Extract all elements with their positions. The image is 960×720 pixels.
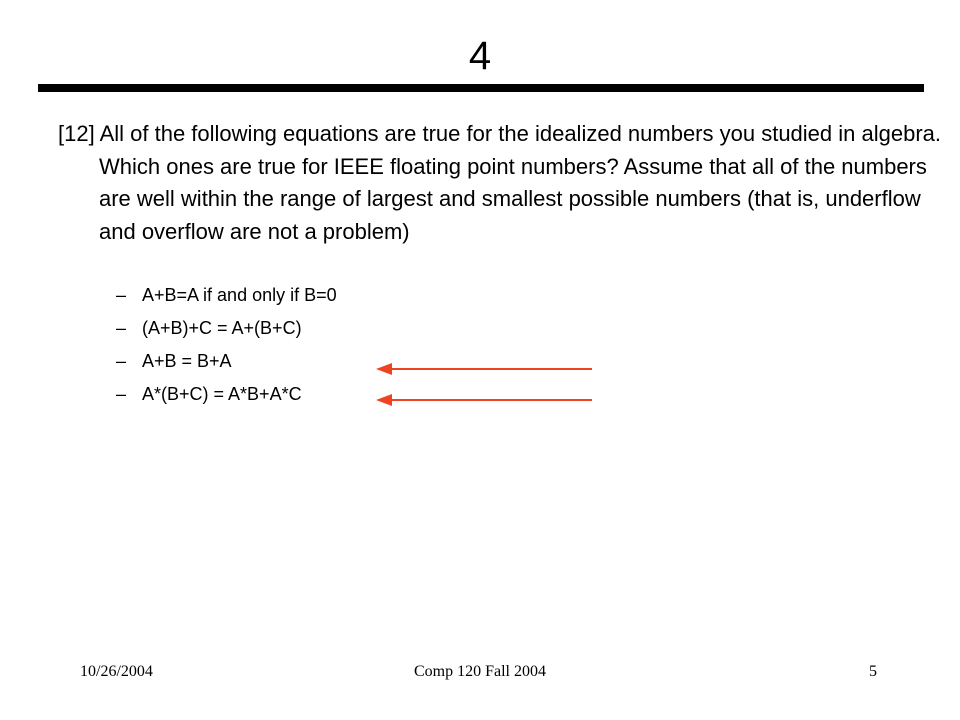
equation-text: A*(B+C) = A*B+A*C bbox=[142, 384, 302, 404]
equation-list bbox=[116, 284, 337, 416]
equation-item bbox=[116, 317, 337, 350]
bullet-dash: – bbox=[116, 351, 127, 371]
bullet-dash: – bbox=[116, 318, 127, 338]
footer-date: 10/26/2004 bbox=[80, 663, 153, 680]
equation-item bbox=[116, 350, 337, 383]
question-text: [12] All of the following equations are true for the idealized numbers you studied in algebra. Which ones are true for IEEE floating point numbers? Assume that all of the numbers are well within the range of largest and smallest possible numbers (that is, underflow and overflow are not a problem) bbox=[58, 121, 941, 244]
page-number: 5 bbox=[869, 663, 877, 680]
bullet-dash: – bbox=[116, 285, 127, 305]
equation-item bbox=[116, 383, 337, 416]
slide-title: 4 bbox=[468, 34, 492, 78]
arrow-left-icon bbox=[376, 394, 592, 406]
equation-item bbox=[116, 284, 337, 317]
title-divider bbox=[38, 84, 924, 92]
equation-text: A+B=A if and only if B=0 bbox=[142, 285, 337, 305]
arrow-left-icon bbox=[376, 363, 592, 375]
footer-course: Comp 120 Fall 2004 bbox=[413, 663, 546, 680]
bullet-dash: – bbox=[116, 384, 127, 404]
equation-text: A+B = B+A bbox=[142, 351, 232, 371]
equation-text: (A+B)+C = A+(B+C) bbox=[142, 318, 302, 338]
